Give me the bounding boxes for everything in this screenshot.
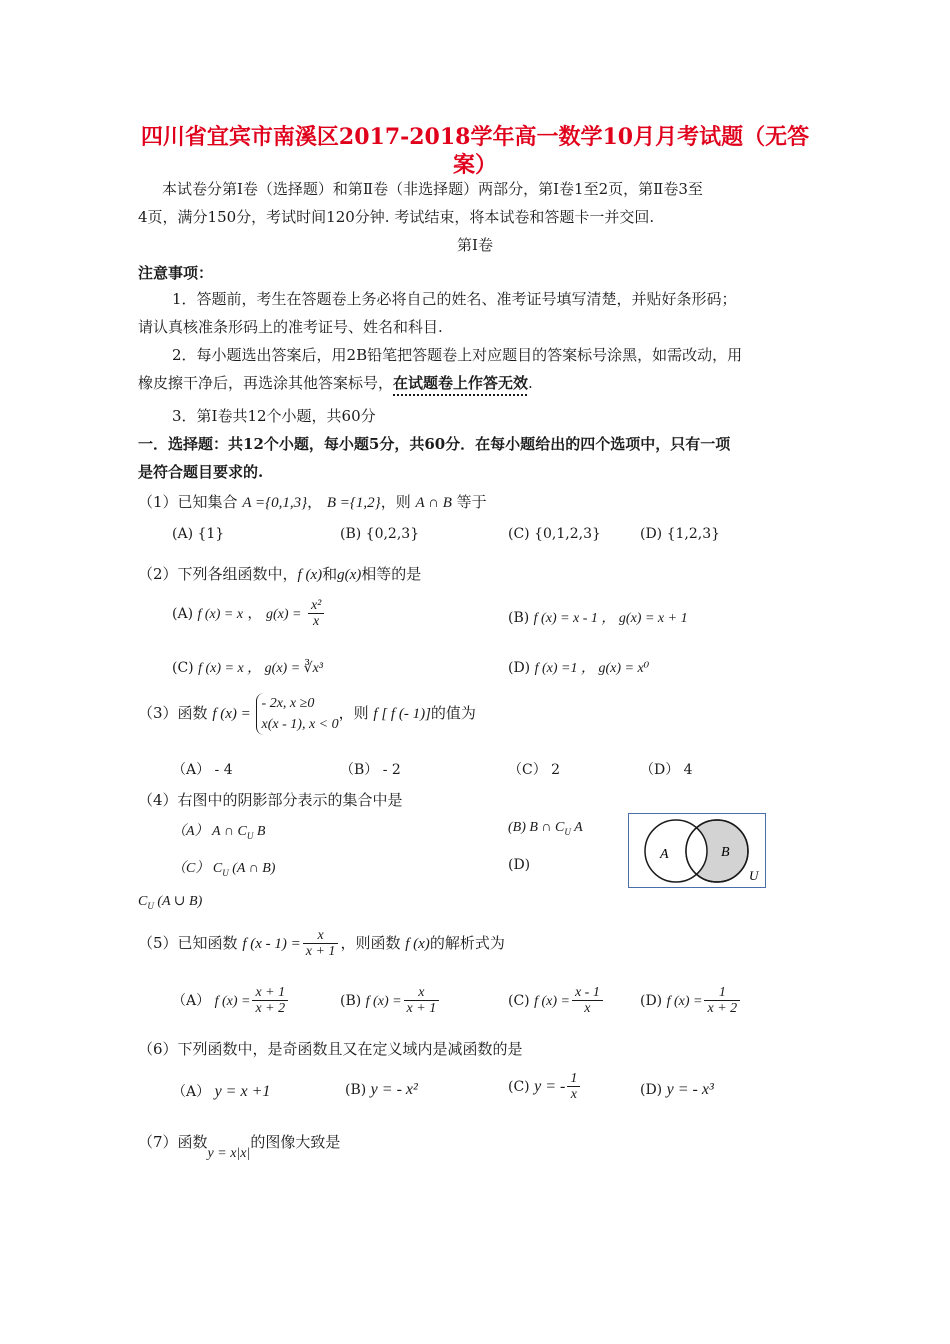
q2-g: g(x) [337,567,362,583]
q2-option-a: (A) f (x) = x ， g(x) = $\frac{\text{x²}}{x}$ [172,598,326,630]
q4-d-sub: U [147,900,154,911]
notice-2-text: 橡皮擦干净后，再选涂其他答案标号， [138,374,394,392]
q5-d-num: 1 [704,985,740,1001]
q5-c-den: x [584,1001,591,1017]
q2-option-b [508,607,688,627]
q2-a-label: (A) [172,605,194,622]
q7-expr: y = x|x| [207,1146,251,1161]
venn-label-u: U [749,868,759,883]
question-4-stem: （4）右图中的阴影部分表示的集合中是 [138,791,403,809]
q6-c-lhs: y = - [534,1077,566,1095]
q2-c-label: (C) [172,660,194,676]
q4-d-text: C [138,894,148,909]
q5-d-lhs: f (x) = [666,993,703,1009]
question-1-stem [138,491,487,512]
q5-option-c [508,985,605,1017]
q2-f: f (x) [297,567,323,583]
q5-option-d [640,985,742,1017]
q3-option-c: （C） 2 [508,762,561,778]
q4-option-d-continued [138,893,202,911]
q3-piecewise [256,693,339,735]
q2-a-fraction [308,598,324,630]
q1-set-b: B ={1,2} [326,495,381,511]
volume-title: 第Ⅰ卷 [457,236,493,254]
notice-heading: 注意事项： [138,264,214,282]
q4-option-a [172,820,265,841]
intro-line-2: 4页，满分150分，考试时间120分钟. 考试结束，将本试卷和答题卡一并交回. [138,208,655,226]
q5-option-b [340,985,441,1017]
q4-c-sub: U [222,867,229,878]
question-6-stem: （6）下列函数中，是奇函数且又在定义域内是减函数的是 [138,1040,523,1058]
q4-a-sub: U [246,830,254,841]
q6-option-a [172,1081,270,1101]
q2-a-den: x [313,614,320,630]
q6-b-expr: y = - x² [370,1081,418,1098]
q5-a-label: （A） [172,992,211,1009]
q5-prefix: （5）已知函数 [138,933,238,952]
q7-prefix: （7）函数 [138,1133,208,1151]
q5-c-fraction [572,985,603,1017]
question-3-stem [138,693,476,735]
q4-c-tail: (A ∩ B) [232,861,276,876]
q5-a-lhs: f (x) = [214,993,251,1009]
q2-a-num: x² [308,598,324,614]
q5-b-fraction [404,985,440,1017]
q6-option-b [345,1081,418,1099]
notice-2-line-2 [138,372,533,393]
q5-c-num: x - 1 [572,985,603,1001]
q6-c-num: 1 [567,1071,580,1087]
q1-prefix: （1）已知集合 [138,493,238,511]
venn-svg [629,814,765,887]
q2-suffix: 相等的是 [361,565,422,583]
q2-option-d [508,657,649,677]
notice-1-line-2: 请认真核准条形码上的准考证号、姓名和科目. [138,318,443,336]
q3-case-1: - 2x, x ≥0 [261,696,315,711]
q5-d-fraction [704,985,740,1017]
q2-a-f: f (x) = x [197,606,244,622]
q3-suffix: 的值为 [430,704,476,722]
page-title-continued: 案） [452,152,497,178]
q5-b-lhs: f (x) = [365,993,402,1009]
q4-a-tail: B [256,824,266,839]
q6-c-den: x [570,1087,577,1103]
q6-c-label: (C) [508,1078,530,1095]
q4-b-sub: U [564,826,571,837]
q1-sep: ， [307,493,323,511]
q7-suffix: 的图像大致是 [250,1133,341,1151]
q5-den: x + 1 [305,944,336,960]
notice-1-line-1: 1．答题前，考生在答题卷上务必将自己的姓名、准考证号填写清楚，并贴好条形码； [172,290,737,308]
q5-d-den: x + 2 [707,1001,738,1017]
q1-suffix: 等于 [456,493,487,511]
q2-option-c [172,657,323,677]
question-5-stem [138,928,505,960]
q5-num: x [303,928,339,944]
q5-c-label: (C) [508,992,530,1009]
notice-2-line-1: 2．每小题选出答案后，用2B铅笔把答题卷上对应题目的答案标号涂黑，如需改动，用 [172,346,743,364]
q3-fx: f (x) = [212,706,251,722]
venn-label-b: B [721,845,730,860]
q1-option-c: (C) {0,1,2,3} [508,526,601,542]
q3-option-a: （A） - 4 [172,762,233,778]
section-heading-line-1: 一．选择题：共12个小题，每小题5分，共60分．在每小题给出的四个选项中，只有一项 [138,435,731,453]
q3-option-d: （D） 4 [640,762,693,778]
q2-d-label: (D) [508,660,531,676]
q6-b-label: (B) [345,1082,367,1098]
q1-option-b: (B) {0,2,3} [340,526,420,542]
q1-set-a: A ={0,1,3} [242,495,308,511]
q5-option-a [172,985,290,1017]
q6-a-expr: y = x +1 [214,1083,271,1100]
q1-mid: ，则 [380,493,411,511]
q3-option-b: （B） - 2 [340,762,401,778]
notice-2-period: . [528,374,533,392]
q5-c-lhs: f (x) = [534,993,570,1009]
q1-option-a: (A) {1} [172,526,225,542]
q5-a-fraction [252,985,288,1017]
q5-b-label: (B) [340,992,362,1009]
notice-3: 3．第Ⅰ卷共12个小题，共60分 [172,407,376,425]
page-title: 四川省宜宾市南溪区2017-2018学年高一数学10月月考试题（无答 [140,124,810,150]
q5-d-label: (D) [640,992,663,1009]
q2-a-g: g(x) = [266,606,302,622]
q2-and: 和 [322,565,338,583]
q5-mid: ，则函数 [340,933,401,952]
q6-d-label: (D) [640,1082,663,1098]
q3-expr: f [ f (- 1)] [373,706,431,722]
q5-suffix: 的解析式为 [429,933,505,952]
q4-option-c [172,857,275,878]
q2-b-text: f (x) = x - 1 ， g(x) = x + 1 [533,611,688,626]
q5-b-den: x + 1 [406,1001,437,1017]
q3-case-2: x(x - 1), x < 0 [261,717,339,732]
q2-c-text: f (x) = x ， g(x) = ∛x³ [198,661,323,676]
q6-a-label: （A） [172,1084,211,1100]
q1-expr: A ∩ B [415,495,452,511]
q5-fraction [303,928,339,960]
q2-d-text: f (x) =1 ， g(x) = x⁰ [534,661,650,676]
q3-prefix: （3）函数 [138,704,208,722]
intro-line-1: 本试卷分第Ⅰ卷（选择题）和第Ⅱ卷（非选择题）两部分，第Ⅰ卷1至2页，第Ⅱ卷3至 [162,180,703,198]
q4-d-tail: (A ∪ B) [157,894,203,909]
q5-lhs: f (x - 1) = [242,935,301,952]
venn-label-a: A [660,847,669,862]
q4-b-text: (B) B ∩ C [508,820,565,835]
q2-prefix: （2）下列各组函数中， [138,565,298,583]
question-7-stem [138,1131,340,1162]
section-heading-line-2: 是符合题目要求的. [138,463,264,481]
q6-option-c [508,1071,582,1103]
q6-option-d [640,1081,714,1099]
q5-a-num: x + 1 [252,985,288,1001]
q4-a-text: （A） A ∩ C [172,824,247,839]
q5-a-den: x + 2 [255,1001,286,1017]
q4-option-b [508,820,583,837]
q1-option-d: (D) {1,2,3} [640,526,721,542]
q4-b-tail: A [574,820,583,835]
q5-fx: f (x) [405,935,430,952]
q6-d-expr: y = - x³ [666,1081,714,1098]
q5-b-num: x [404,985,440,1001]
question-2-stem [138,563,421,584]
q6-c-fraction [567,1071,580,1103]
notice-emphasis: 在试题卷上作答无效 [393,374,529,392]
q4-c-text: （C） C [172,861,223,876]
venn-diagram [628,813,766,888]
q3-mid: ，则 [338,704,369,722]
q4-option-d-label: (D) [508,857,531,873]
q2-b-label: (B) [508,610,530,626]
